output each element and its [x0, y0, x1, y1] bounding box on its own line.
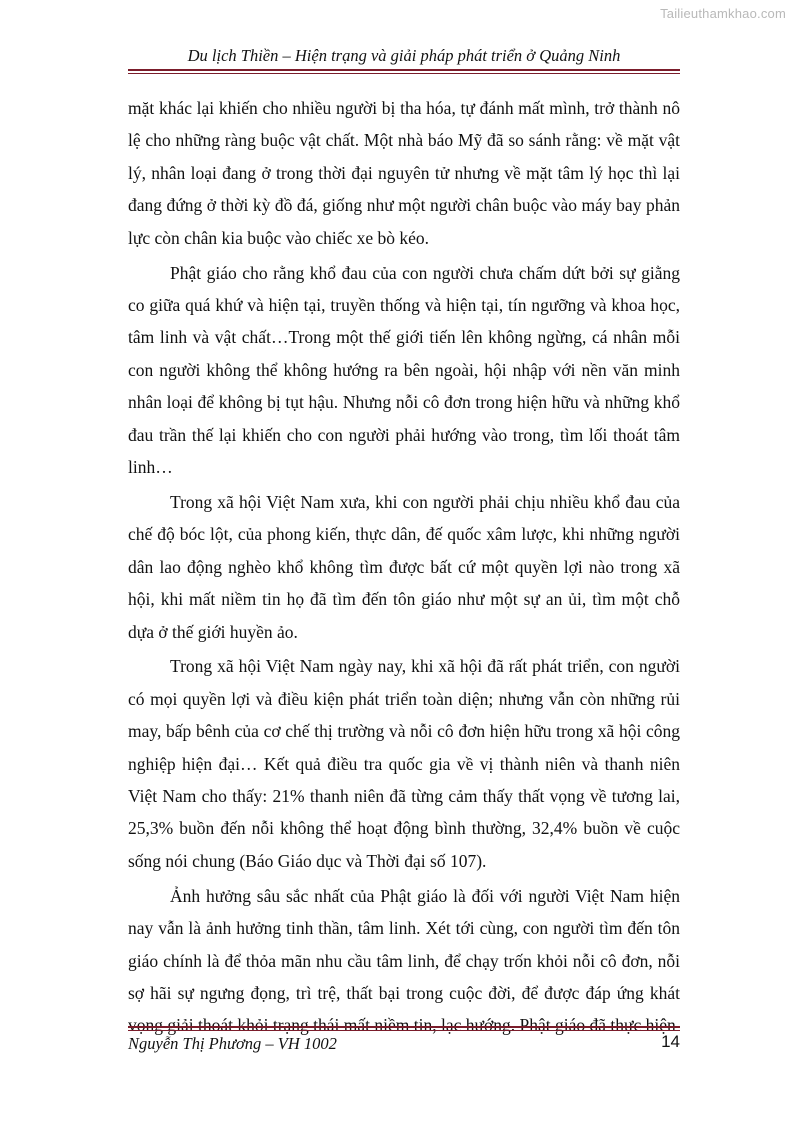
document-body	[128, 92, 680, 1044]
paragraph: Phật giáo cho rằng khổ đau của con người chưa chấm dứt bởi sự giằng co giữa quá khứ và hiện tại, truyền thống và hiện tại, tín ngưỡng và khoa học, tâm linh và vật chất…Trong một thế giới tiến lên không ngừng, cá nhân mỗi con người không thể không hướng ra bên ngoài, hội nhập với nền văn minh nhân loại để không bị tụt hậu. Nhưng nỗi cô đơn trong hiện hữu và những khổ đau trần thế lại khiến cho con người phải hướng vào trong, tìm lối thoát tâm linh…	[128, 262, 680, 477]
footer-author: Nguyễn Thị Phương – VH 1002	[128, 1034, 337, 1053]
page-number: 14	[661, 1032, 680, 1051]
paragraph: Trong xã hội Việt Nam xưa, khi con người phải chịu nhiều khổ đau của chế độ bóc lột, của phong kiến, thực dân, đế quốc xâm lược, khi những người dân lao động nghèo khổ không tìm được bất cứ một quyền lợi nào trong xã hội, khi mất niềm tin họ đã tìm đến tôn giáo như một sự an ủi, tìm một chỗ dựa ở thế giới huyền ảo.	[128, 491, 680, 642]
paragraph: Trong xã hội Việt Nam ngày nay, khi xã hội đã rất phát triển, con người có mọi quyền lợi và điều kiện phát triển toàn diện; nhưng vẫn còn những rủi may, bấp bênh của cơ chế thị trường và nỗi cô đơn hiện hữu trong xã hội công nghiệp hiện đại… Kết quả điều tra quốc gia về vị thành niên và thanh niên Việt Nam cho thấy: 21% thanh niên đã từng cảm thấy thất vọng về tương lai, 25,3% buồn đến nỗi không thể hoạt động bình thường, 32,4% buồn về cuộc sống nói chung (Báo Giáo dục và Thời đại số 107).	[128, 656, 680, 871]
page-header-title: Du lịch Thiền – Hiện trạng và giải pháp phát triển ở Quảng Ninh	[187, 46, 621, 65]
paragraph: Ảnh hưởng sâu sắc nhất của Phật giáo là đối với người Việt Nam hiện nay vẫn là ảnh hưởng tinh thần, tâm linh. Xét tới cùng, con người tìm đến tôn giáo chính là để thỏa mãn nhu cầu tâm linh, để chạy trốn khỏi nỗi cô đơn, nỗi sợ hãi sự ngưng đọng, trì trệ, thất bại trong cuộc đời, để được đáp ứng khát vọng giải thoát khỏi trạng thái mất niềm tin, lạc hướng. Phật giáo đã thực hiện	[128, 885, 680, 1036]
watermark-text: Tailieuthamkhao.com	[660, 6, 786, 21]
footer-divider	[128, 1026, 680, 1031]
paragraph-continuation: mặt khác lại khiến cho nhiều người bị tha hóa, tự đánh mất mình, trở thành nô lệ cho những ràng buộc vật chất. Một nhà báo Mỹ đã so sánh rằng: về mặt vật lý, nhân loại đang ở trong thời đại nguyên tử nhưng về mặt tâm lý học thì lại đang đứng ở thời kỳ đồ đá, giống như một người chân buộc vào máy bay phản lực còn chân kia buộc vào chiếc xe bò kéo.	[128, 98, 680, 248]
header-divider	[128, 69, 680, 74]
